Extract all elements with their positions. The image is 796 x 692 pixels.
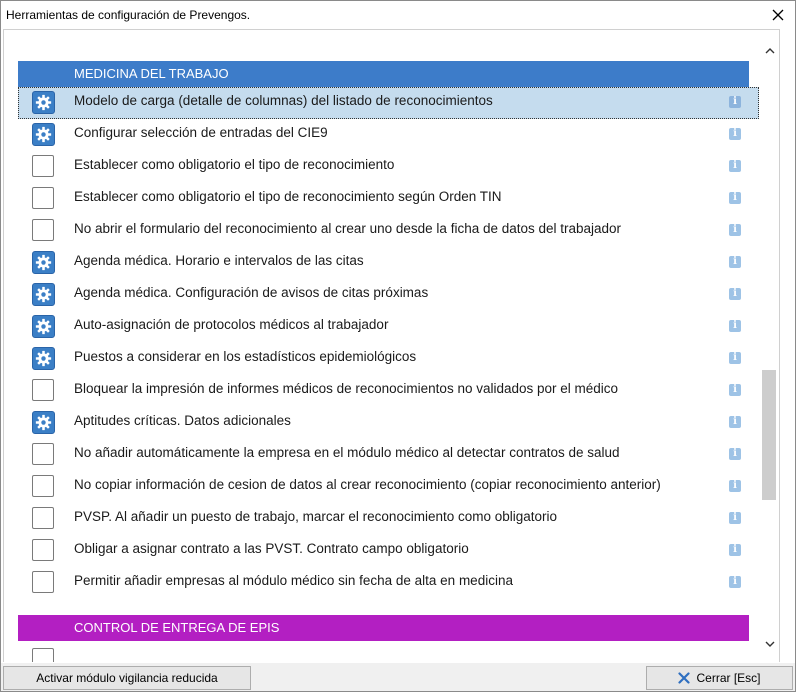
option-label: Agenda médica. Horario e intervalos de las citas xyxy=(74,253,364,268)
info-icon[interactable]: i xyxy=(729,512,741,524)
chevron-up-icon xyxy=(765,48,775,54)
info-icon[interactable]: i xyxy=(729,128,741,140)
option-label: Agenda médica. Configuración de avisos de citas próximas xyxy=(74,285,429,300)
button-label: Activar módulo vigilancia reducida xyxy=(36,671,218,685)
close-icon xyxy=(772,9,784,21)
option-row[interactable] xyxy=(18,279,759,311)
option-label: Establecer como obligatorio el tipo de reconocimiento xyxy=(74,157,395,172)
option-checkbox[interactable] xyxy=(32,155,54,177)
info-icon[interactable]: i xyxy=(729,160,741,172)
gear-icon[interactable] xyxy=(32,123,55,146)
option-label: Modelo de carga (detalle de columnas) del listado de reconocimientos xyxy=(74,93,493,108)
option-row[interactable] xyxy=(18,151,759,183)
option-label: PVSP. Al añadir un puesto de trabajo, marcar el reconocimiento como obligatorio xyxy=(74,509,558,524)
option-label: Configurar selección de entradas del CIE9 xyxy=(74,125,328,140)
gear-icon[interactable] xyxy=(32,283,55,306)
option-label: Puestos a considerar en los estadísticos epidemiológicos xyxy=(74,349,417,364)
option-checkbox[interactable] xyxy=(32,539,54,561)
option-row[interactable] xyxy=(18,503,759,535)
section-title: MEDICINA DEL TRABAJO xyxy=(74,66,229,81)
footer-bar xyxy=(1,663,795,691)
section-header-epis xyxy=(18,615,749,641)
close-window-button[interactable] xyxy=(761,1,795,29)
option-row[interactable] xyxy=(18,407,759,439)
info-icon[interactable]: i xyxy=(729,576,741,588)
gear-icon[interactable] xyxy=(32,411,55,434)
option-checkbox[interactable] xyxy=(32,443,54,465)
info-icon[interactable]: i xyxy=(729,320,741,332)
option-row[interactable] xyxy=(18,471,759,503)
gear-icon[interactable] xyxy=(32,251,55,274)
vertical-scrollbar[interactable] xyxy=(761,42,778,652)
option-row[interactable] xyxy=(18,87,759,119)
info-icon[interactable]: i xyxy=(729,480,741,492)
option-label: Obligar a asignar contrato a las PVST. Contrato campo obligatorio xyxy=(74,541,469,556)
info-icon[interactable]: i xyxy=(729,448,741,460)
scroll-up-button[interactable] xyxy=(761,42,778,59)
option-row[interactable] xyxy=(18,439,759,471)
button-label: Cerrar [Esc] xyxy=(696,671,761,685)
info-icon[interactable]: i xyxy=(729,256,741,268)
gear-icon[interactable] xyxy=(32,91,55,114)
option-label: Bloquear la impresión de informes médicos de reconocimientos no validados por el médico xyxy=(74,381,619,396)
option-checkbox[interactable] xyxy=(32,379,54,401)
info-icon[interactable]: i xyxy=(729,544,741,556)
close-icon xyxy=(678,672,690,684)
info-icon[interactable]: i xyxy=(729,96,741,108)
option-checkbox[interactable] xyxy=(32,648,54,662)
option-checkbox[interactable] xyxy=(32,571,54,593)
gear-icon[interactable] xyxy=(32,347,55,370)
option-row[interactable] xyxy=(18,215,759,247)
close-button[interactable] xyxy=(646,666,793,690)
settings-list xyxy=(3,29,780,662)
option-label: No copiar información de cesion de datos al crear reconocimiento (copiar reconocimiento anterior) xyxy=(74,477,661,492)
info-icon[interactable]: i xyxy=(729,416,741,428)
option-label: Aptitudes críticas. Datos adicionales xyxy=(74,413,291,428)
scroll-thumb[interactable] xyxy=(762,370,776,500)
option-label: Auto-asignación de protocolos médicos al trabajador xyxy=(74,317,389,332)
info-icon[interactable]: i xyxy=(729,224,741,236)
option-label: No abrir el formulario del reconocimiento al crear uno desde la ficha de datos del trabajador xyxy=(74,221,622,236)
option-row[interactable] xyxy=(18,567,759,599)
option-label: No añadir automáticamente la empresa en el módulo médico al detectar contratos de salud xyxy=(74,445,620,460)
option-checkbox[interactable] xyxy=(32,187,54,209)
info-icon[interactable]: i xyxy=(729,192,741,204)
info-icon[interactable]: i xyxy=(729,352,741,364)
option-checkbox[interactable] xyxy=(32,219,54,241)
option-row[interactable] xyxy=(18,247,759,279)
section-header-medicina xyxy=(18,61,749,87)
option-checkbox[interactable] xyxy=(32,507,54,529)
option-checkbox[interactable] xyxy=(32,475,54,497)
activate-reduced-surveillance-button[interactable] xyxy=(3,666,251,690)
gear-icon[interactable] xyxy=(32,315,55,338)
scroll-down-button[interactable] xyxy=(761,635,778,652)
option-row[interactable] xyxy=(18,119,759,151)
info-icon[interactable]: i xyxy=(729,384,741,396)
option-row[interactable] xyxy=(18,343,759,375)
option-label: Establecer como obligatorio el tipo de reconocimiento según Orden TIN xyxy=(74,189,502,204)
option-row[interactable] xyxy=(18,375,759,407)
info-icon[interactable]: i xyxy=(729,288,741,300)
window-title: Herramientas de configuración de Prevengos. xyxy=(6,8,251,22)
option-label: Permitir añadir empresas al módulo médico sin fecha de alta en medicina xyxy=(74,573,513,588)
option-row[interactable] xyxy=(18,311,759,343)
chevron-down-icon xyxy=(765,641,775,647)
option-row[interactable] xyxy=(18,535,759,567)
section-title: CONTROL DE ENTREGA DE EPIS xyxy=(74,620,280,635)
option-row[interactable] xyxy=(18,183,759,215)
title-bar xyxy=(1,1,795,29)
